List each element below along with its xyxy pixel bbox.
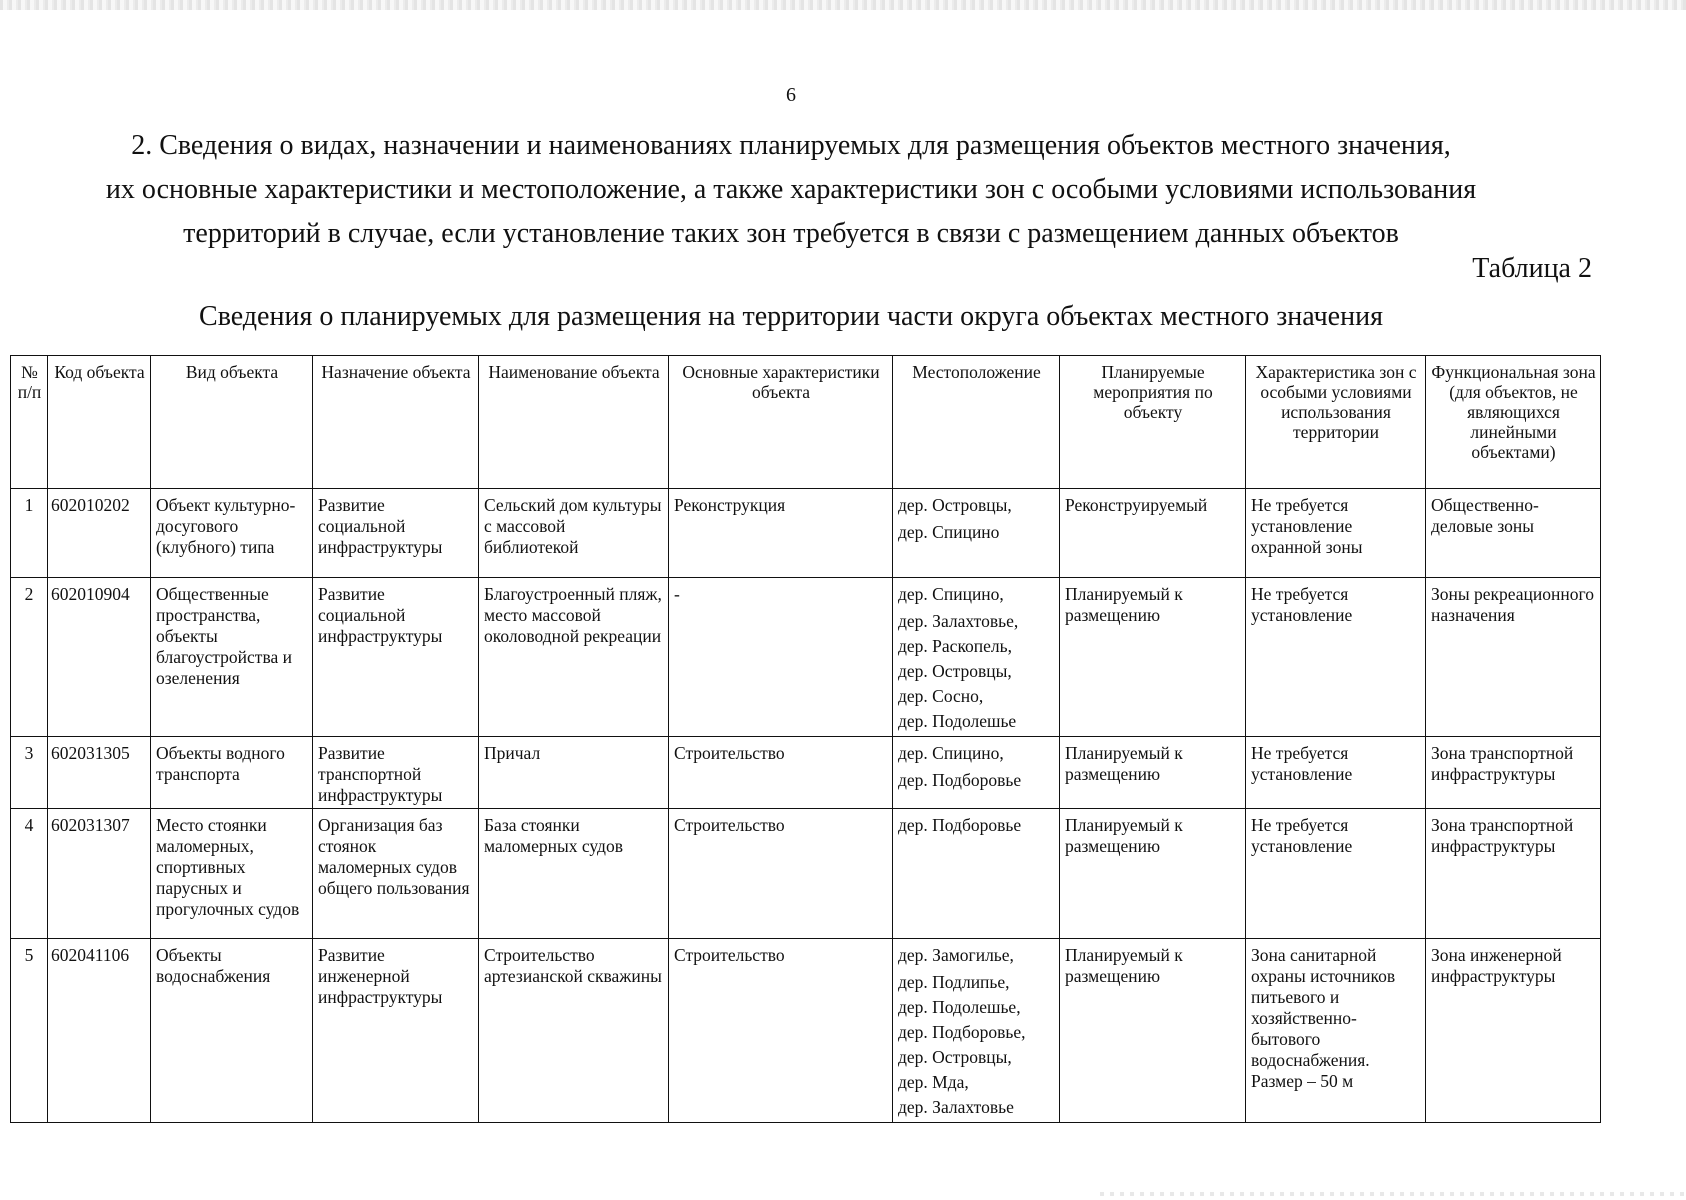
cell-num: 4 xyxy=(11,809,48,939)
header-cell-code: Код объекта xyxy=(48,356,151,489)
cell-location xyxy=(893,489,1060,578)
cell-name: Благоустроенный пляж, место массовой околоводной рекреации xyxy=(479,578,669,737)
header-cell-measures: Планируемые мероприятия по объекту xyxy=(1060,356,1246,489)
location-line: дер. Сосно, xyxy=(898,686,984,706)
cell-kind: Объекты водного транспорта xyxy=(151,737,313,809)
header-cell-num: № п/п xyxy=(11,356,48,489)
cell-num: 2 xyxy=(11,578,48,737)
scan-edge-bottom xyxy=(1100,1192,1686,1196)
location-line: дер. Залахтовье, xyxy=(898,611,1019,631)
location-line: дер. Спицино xyxy=(898,522,1000,542)
cell-code: 602041106 xyxy=(48,939,151,1123)
heading-line: их основные характеристики и местоположение, а также характеристики зон с особыми условиями использования xyxy=(105,174,1477,205)
cell-functional-zone: Зона транспортной инфраструктуры xyxy=(1426,809,1601,939)
table-label: Таблица 2 xyxy=(1472,253,1592,284)
cell-purpose: Развитие транспортной инфраструктуры xyxy=(313,737,479,809)
cell-kind: Объекты водоснабжения xyxy=(151,939,313,1123)
table-caption: Сведения о планируемых для размещения на территории части округа объектах местного значения xyxy=(199,301,1383,332)
location-line: дер. Островцы, xyxy=(898,495,1012,515)
cell-kind: Место стоянки маломерных, спортивных парусных и прогулочных судов xyxy=(151,809,313,939)
cell-location xyxy=(893,578,1060,737)
cell-functional-zone: Зона инженерной инфраструктуры xyxy=(1426,939,1601,1123)
header-cell-purpose: Назначение объекта xyxy=(313,356,479,489)
cell-measures: Планируемый к размещению xyxy=(1060,737,1246,809)
cell-num: 3 xyxy=(11,737,48,809)
table-row xyxy=(11,737,1601,809)
cell-measures: Реконструируемый xyxy=(1060,489,1246,578)
cell-code: 602031305 xyxy=(48,737,151,809)
location-line: дер. Спицино, xyxy=(898,584,1004,604)
table-header-row xyxy=(11,356,1601,489)
cell-zones: Не требуется установление охранной зоны xyxy=(1246,489,1426,578)
heading-line: 2. Сведения о видах, назначении и наименованиях планируемых для размещения объектов местного значения, xyxy=(131,130,1451,161)
cell-name: Сельский дом культуры с массовой библиотекой xyxy=(479,489,669,578)
location-line: дер. Залахтовье xyxy=(898,1097,1014,1117)
location-line: дер. Подолешье xyxy=(898,711,1017,731)
cell-code: 602010202 xyxy=(48,489,151,578)
cell-kind: Объект культурно-досугового (клубного) типа xyxy=(151,489,313,578)
page-number: 6 xyxy=(786,84,796,106)
location-line: дер. Подборовье, xyxy=(898,1022,1026,1042)
location-line: дер. Раскопель, xyxy=(898,636,1013,656)
section-heading xyxy=(20,124,1562,256)
header-cell-kind: Вид объекта xyxy=(151,356,313,489)
cell-kind: Общественные пространства, объекты благоустройства и озеленения xyxy=(151,578,313,737)
cell-zones: Не требуется установление xyxy=(1246,578,1426,737)
cell-characteristics: Строительство xyxy=(669,939,893,1123)
cell-location xyxy=(893,939,1060,1123)
cell-characteristics: Строительство xyxy=(669,737,893,809)
table-row xyxy=(11,489,1601,578)
cell-purpose: Развитие социальной инфраструктуры xyxy=(313,578,479,737)
table-row xyxy=(11,939,1601,1123)
cell-zones: Зона санитарной охраны источников питьевого и хозяйственно-бытового водоснабжения. Размер – 50 м xyxy=(1246,939,1426,1123)
location-line: дер. Замогилье, xyxy=(898,945,1014,965)
cell-location xyxy=(893,809,1060,939)
cell-num: 1 xyxy=(11,489,48,578)
cell-code: 602031307 xyxy=(48,809,151,939)
header-cell-functional-zone: Функциональная зона (для объектов, не являющихся линейными объектами) xyxy=(1426,356,1601,489)
location-line: дер. Спицино, xyxy=(898,743,1004,763)
cell-measures: Планируемый к размещению xyxy=(1060,578,1246,737)
location-line: дер. Островцы, xyxy=(898,1047,1012,1067)
cell-purpose: Организация баз стоянок маломерных судов общего пользования xyxy=(313,809,479,939)
header-cell-zones: Характеристика зон с особыми условиями использования территории xyxy=(1246,356,1426,489)
cell-location xyxy=(893,737,1060,809)
cell-characteristics: Реконструкция xyxy=(669,489,893,578)
cell-functional-zone: Зоны рекреационного назначения xyxy=(1426,578,1601,737)
cell-name: База стоянки маломерных судов xyxy=(479,809,669,939)
cell-measures: Планируемый к размещению xyxy=(1060,939,1246,1123)
location-line: дер. Подборовье xyxy=(898,815,1022,835)
header-cell-location: Местоположение xyxy=(893,356,1060,489)
planned-objects-table xyxy=(10,355,1601,1123)
cell-purpose: Развитие социальной инфраструктуры xyxy=(313,489,479,578)
cell-name: Строительство артезианской скважины xyxy=(479,939,669,1123)
cell-name: Причал xyxy=(479,737,669,809)
cell-zones: Не требуется установление xyxy=(1246,809,1426,939)
header-cell-name: Наименование объекта xyxy=(479,356,669,489)
location-line: дер. Мда, xyxy=(898,1072,969,1092)
location-line: дер. Подолешье, xyxy=(898,997,1021,1017)
cell-functional-zone: Зона транспортной инфраструктуры xyxy=(1426,737,1601,809)
cell-zones: Не требуется установление xyxy=(1246,737,1426,809)
table-row xyxy=(11,809,1601,939)
cell-code: 602010904 xyxy=(48,578,151,737)
location-line: дер. Подборовье xyxy=(898,770,1022,790)
cell-characteristics: - xyxy=(669,578,893,737)
location-line: дер. Островцы, xyxy=(898,661,1012,681)
header-cell-characteristics: Основные характеристики объекта xyxy=(669,356,893,489)
cell-characteristics: Строительство xyxy=(669,809,893,939)
cell-purpose: Развитие инженерной инфраструктуры xyxy=(313,939,479,1123)
cell-measures: Планируемый к размещению xyxy=(1060,809,1246,939)
cell-num: 5 xyxy=(11,939,48,1123)
table-row xyxy=(11,578,1601,737)
heading-line: территорий в случае, если установление таких зон требуется в связи с размещением данных объектов xyxy=(183,218,1399,249)
cell-functional-zone: Общественно-деловые зоны xyxy=(1426,489,1601,578)
location-line: дер. Подлипье, xyxy=(898,972,1010,992)
scan-edge-top xyxy=(0,0,1686,10)
